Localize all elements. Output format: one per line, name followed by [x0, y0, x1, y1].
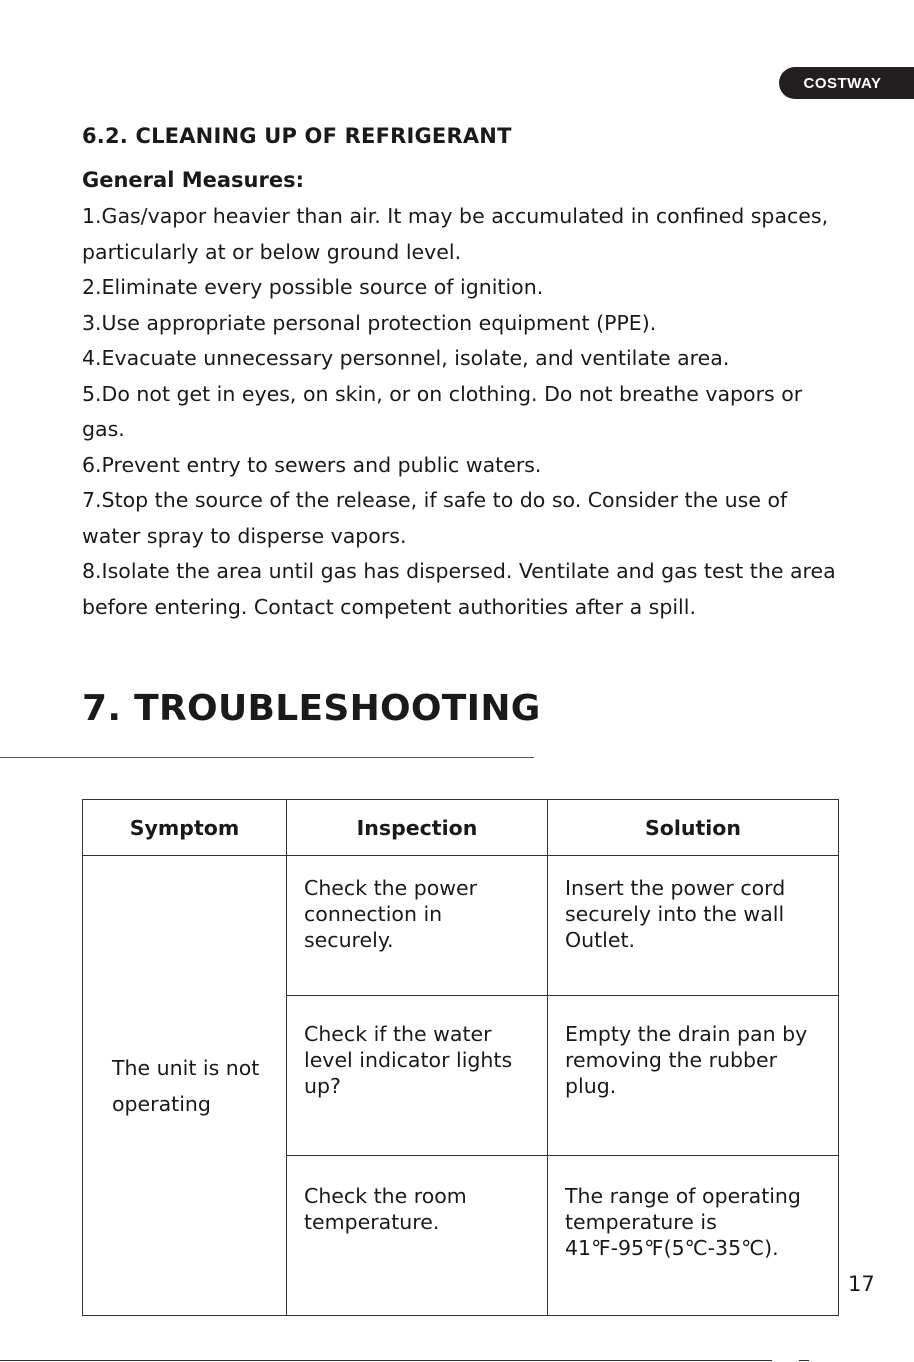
brand-logo: COSTWAY: [779, 67, 914, 99]
symptom-cell: The unit is not operating: [83, 856, 287, 1316]
page-number: 17: [848, 1272, 875, 1296]
measure-item: 2.Eliminate every possible source of ignition.: [82, 275, 544, 299]
table-header-row: [83, 800, 839, 856]
general-measures-list: [82, 199, 842, 625]
header-symptom: Symptom: [83, 800, 287, 856]
troubleshooting-table: [82, 799, 839, 1316]
solution-cell: [548, 996, 839, 1156]
measure-item: 6.Prevent entry to sewers and public waters.: [82, 452, 542, 477]
inspection-cell: [287, 1156, 548, 1316]
chapter-title: 7. TROUBLESHOOTING: [82, 688, 541, 729]
inspection-text: Check the power connection in securely.: [304, 876, 478, 952]
solution-cell: [548, 856, 839, 996]
table-row: [83, 856, 839, 996]
inspection-cell: [287, 856, 548, 996]
footer-mark: [799, 1360, 809, 1361]
measure-item: 3.Use appropriate personal protection equipment (PPE).: [82, 310, 657, 335]
measure-item: 1.Gas/vapor heavier than air. It may be accumulated in confined spaces, particularly at or below ground level.: [82, 204, 829, 264]
chapter-divider: [0, 757, 534, 758]
footer-divider: [0, 1360, 772, 1361]
measure-item: 5.Do not get in eyes, on skin, or on clothing. Do not breathe vapors or gas.: [82, 381, 803, 441]
inspection-text: Check if the water level indicator lights up?: [304, 1022, 513, 1098]
inspection-text: Check the room temperature.: [304, 1184, 467, 1234]
troubleshooting-table-wrapper: [82, 799, 838, 1260]
inspection-cell: [287, 996, 548, 1156]
general-measures-heading: General Measures:: [82, 168, 304, 192]
measure-item: 4.Evacuate unnecessary personnel, isolate, and ventilate area.: [82, 346, 730, 370]
solution-text: Insert the power cord securely into the wall Outlet.: [565, 876, 786, 952]
solution-text: The range of operating temperature is 41℉-95℉(5℃-35℃).: [565, 1184, 801, 1260]
header-inspection: Inspection: [287, 800, 548, 856]
solution-cell: [548, 1156, 839, 1316]
header-solution: Solution: [548, 800, 839, 856]
measure-item: 8.Isolate the area until gas has dispersed. Ventilate and gas test the area before entering. Contact competent authorities after a spill.: [82, 559, 836, 619]
measure-item: 7.Stop the source of the release, if safe to do so. Consider the use of water spray to disperse vapors.: [82, 488, 788, 548]
section-heading: 6.2. CLEANING UP OF REFRIGERANT: [82, 124, 512, 148]
solution-text: Empty the drain pan by removing the rubber plug.: [565, 1022, 808, 1098]
